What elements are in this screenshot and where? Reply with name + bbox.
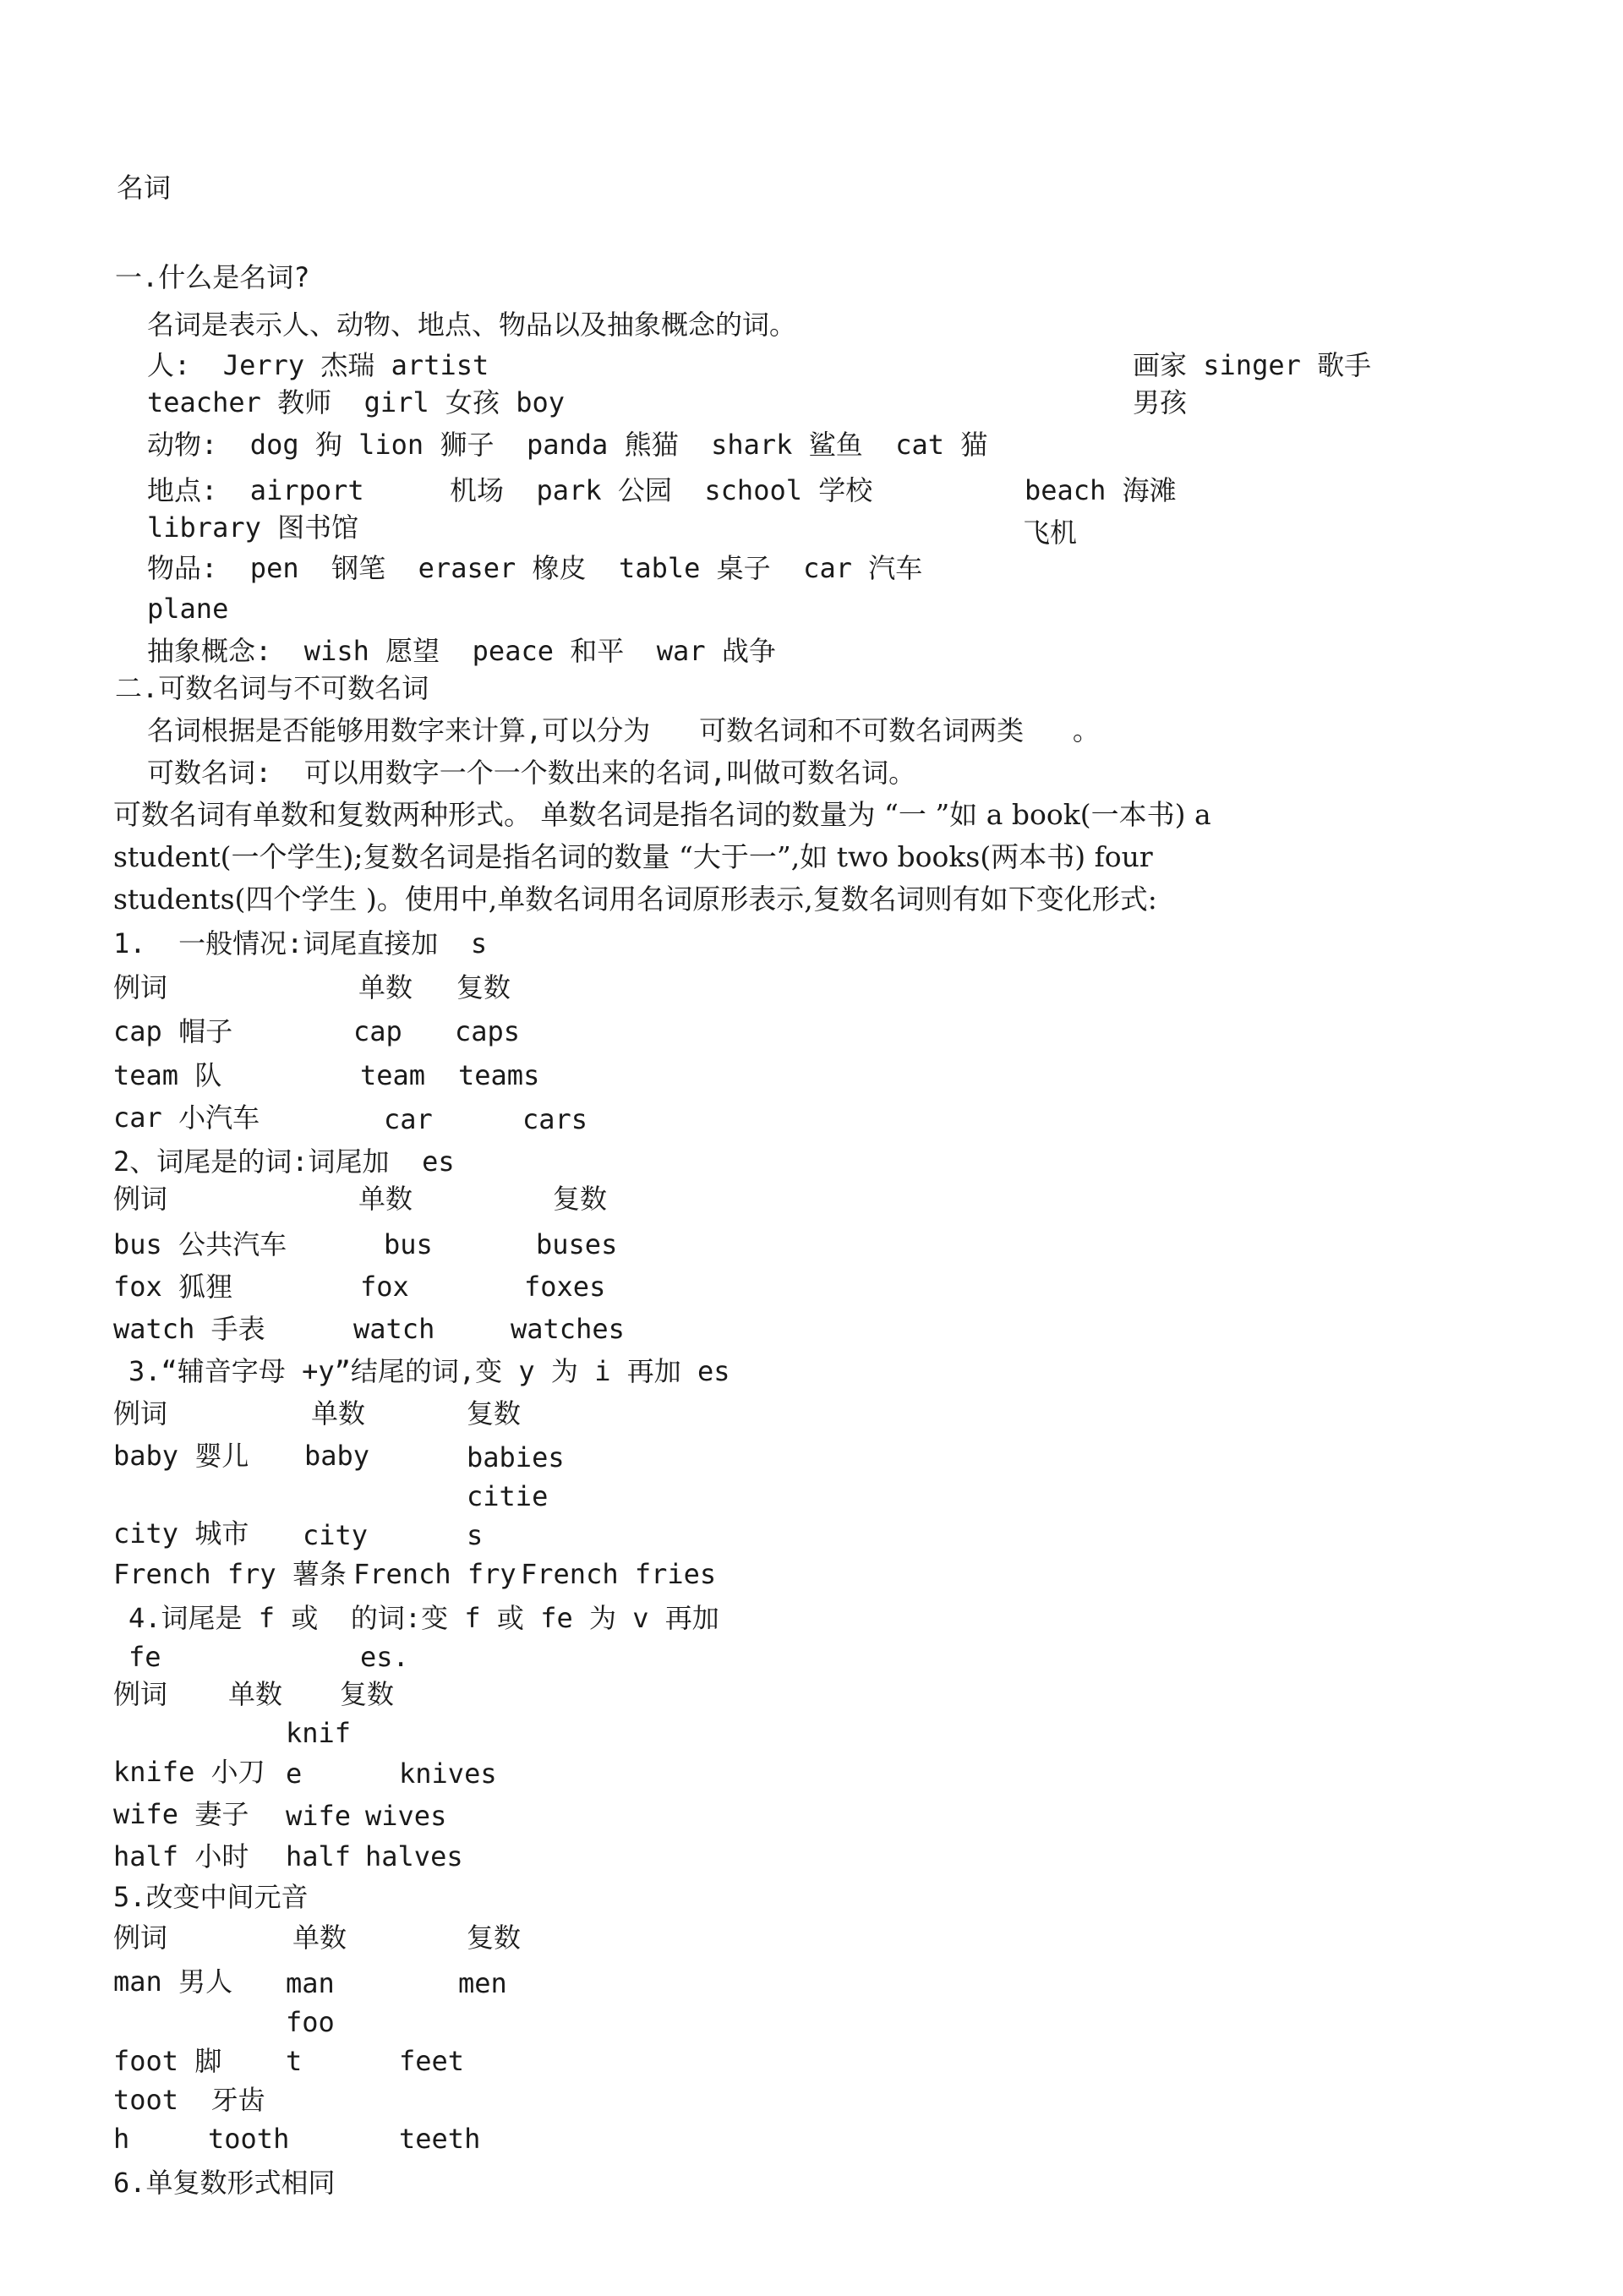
rule-3-row-2-singular: city	[303, 1519, 369, 1551]
animals-line: 动物: dog 狗 lion 狮子 panda 熊猫 shark 鲨鱼 cat 猫	[147, 429, 988, 461]
rule-2-row-2-word: fox 狐狸	[113, 1271, 233, 1303]
rule-5-heading: 5.改变中间元音	[113, 1881, 309, 1913]
rule-3-row-2-word: city 城市	[113, 1517, 249, 1550]
rule-3-row-2-plural-part-1: citie	[467, 1480, 549, 1512]
rule-3-heading: 3.“辅音字母 +y”结尾的词,变 y 为 i 再加 es	[128, 1355, 730, 1387]
rule-1-heading: 1. 一般情况:词尾直接加 s	[113, 927, 488, 959]
things-line-2: plane	[147, 593, 229, 625]
rule-2-heading: 2、词尾是的词:词尾加 es	[113, 1145, 455, 1178]
rule-4-heading: 4.词尾是 f 或 的词:变 f 或 fe 为 v 再加	[128, 1602, 719, 1634]
rule-5-row-2-plural: feet	[399, 2045, 465, 2077]
rule-4-heading-line2-es: es.	[360, 1641, 409, 1673]
rule-4-row-1-word: knife 小刀	[113, 1756, 265, 1788]
rule-5-row-2-word: foot 脚	[113, 2045, 222, 2077]
paragraph-line-1: 可数名词有单数和复数两种形式。 单数名词是指名词的数量为 “一 ”如 a book(一本书) a	[113, 798, 1211, 831]
rule-4-row-2-singular: wife	[286, 1800, 352, 1832]
person-line-2: teacher 教师 girl 女孩 boy	[147, 386, 566, 418]
rule-2-header-singular: 单数	[358, 1183, 413, 1215]
rule-5-row-3-plural: teeth	[399, 2123, 481, 2155]
rule-4-row-1-singular-part-1: knif	[286, 1717, 352, 1749]
places-line-a: 地点: airport	[147, 474, 364, 506]
rule-1-header-singular: 单数	[358, 971, 413, 1003]
paragraph-line-3: students(四个学生 )。使用中,单数名词用名词原形表示,复数名词则有如下变化形式:	[113, 883, 1157, 916]
things-line: 物品: pen 钢笔 eraser 橡皮 table 桌子 car 汽车	[147, 552, 923, 584]
person-line-1-right: 画家 singer 歌手	[1133, 349, 1372, 381]
rule-3-row-1-word: baby 婴儿	[113, 1440, 249, 1472]
rule-5-row-2-singular-part-2: t	[286, 2045, 303, 2077]
rule-1-row-3-word: car 小汽车	[113, 1102, 260, 1134]
rule-2-row-1-word: bus 公共汽车	[113, 1228, 287, 1260]
rule-2-row-1-plural: buses	[536, 1228, 618, 1260]
rule-4-row-3-word: half 小时	[113, 1840, 249, 1872]
rule-5-row-1-plural: men	[458, 1967, 507, 1999]
rule-1-row-1-plural: caps	[455, 1015, 521, 1047]
rule-1-row-2-singular: team	[360, 1059, 426, 1091]
rule-4-row-2-plural: wives	[365, 1800, 447, 1832]
rule-1-row-1-singular: cap	[353, 1015, 402, 1047]
abstract-line: 抽象概念: wish 愿望 peace 和平 war 战争	[147, 635, 776, 667]
rule-3-header-plural: 复数	[467, 1397, 522, 1430]
rule-3-header-singular: 单数	[311, 1397, 366, 1430]
rule-1-row-1-word: cap 帽子	[113, 1015, 233, 1047]
rule-1-row-3-singular: car	[384, 1103, 433, 1135]
section-1-intro: 名词是表示人、动物、地点、物品以及抽象概念的词。	[147, 309, 797, 341]
section-1-heading: 一.什么是名词?	[115, 261, 310, 293]
places-line-b: 机场 park 公园 school 学校	[450, 474, 873, 506]
rule-3-row-1-plural: babies	[467, 1441, 565, 1473]
rule-4-row-1-singular-part-2: e	[286, 1758, 303, 1790]
countable-definition: 可数名词: 可以用数字一个一个数出来的名词,叫做可数名词。	[147, 757, 916, 789]
rule-4-row-3-plural: halves	[365, 1840, 463, 1872]
rule-2-header-plural: 复数	[553, 1183, 608, 1215]
rule-2-row-3-singular: watch	[353, 1313, 435, 1345]
rule-1-header-example: 例词	[113, 971, 168, 1003]
rule-5-row-3-singular: tooth	[208, 2123, 290, 2155]
section-2-intro: 名词根据是否能够用数字来计算,可以分为 可数名词和不可数名词两类 。	[147, 714, 1100, 746]
paragraph-line-2: student(一个学生);复数名词是指名词的数量 “大于一”,如 two books(两本书) four	[113, 840, 1153, 873]
rule-5-row-3-word: toot 牙齿	[113, 2084, 265, 2116]
rule-3-header-example: 例词	[113, 1397, 168, 1430]
person-line-2-right: 男孩	[1133, 386, 1188, 418]
rule-1-header-plural: 复数	[456, 971, 511, 1003]
rule-5-row-2-singular-part-1: foo	[286, 2006, 335, 2038]
rule-5-header-example: 例词	[113, 1922, 168, 1954]
rule-3-row-3-plural: French fries	[521, 1558, 717, 1590]
section-2-heading: 二.可数名词与不可数名词	[115, 672, 429, 704]
rule-5-row-1-singular: man	[286, 1967, 335, 1999]
places-line-2: library 图书馆	[147, 511, 359, 544]
rule-2-row-3-word: watch 手表	[113, 1313, 265, 1345]
places-line-2-right: 飞机	[1023, 517, 1078, 549]
places-line-right: beach 海滩	[1025, 474, 1177, 506]
rule-4-row-1-plural: knives	[399, 1758, 497, 1790]
rule-1-row-3-plural: cars	[522, 1103, 588, 1135]
rule-4-header-plural: 复数	[340, 1678, 395, 1710]
page-title: 名词	[117, 172, 172, 204]
rule-3-row-3-word: French fry 薯条	[113, 1558, 347, 1590]
rule-5-row-3-word-part-2: h	[113, 2123, 130, 2155]
rule-3-row-3-singular: French fry	[353, 1558, 516, 1590]
rule-2-row-2-singular: fox	[360, 1271, 409, 1303]
rule-4-heading-line2-fe: fe	[128, 1641, 161, 1673]
rule-2-row-1-singular: bus	[384, 1228, 433, 1260]
rule-3-row-1-singular: baby	[304, 1440, 370, 1472]
rule-4-row-3-singular: half	[286, 1840, 352, 1872]
rule-5-header-singular: 单数	[292, 1922, 347, 1954]
rule-2-row-2-plural: foxes	[524, 1271, 606, 1303]
rule-4-row-2-word: wife 妻子	[113, 1798, 249, 1830]
rule-4-header-example: 例词	[113, 1678, 168, 1710]
rule-2-header-example: 例词	[113, 1183, 168, 1215]
rule-1-row-2-word: team 队	[113, 1059, 222, 1091]
rule-4-header-singular: 单数	[228, 1678, 283, 1710]
rule-3-row-2-plural-part-2: s	[467, 1519, 484, 1551]
rule-5-header-plural: 复数	[467, 1922, 522, 1954]
rule-2-row-3-plural: watches	[511, 1313, 625, 1345]
person-line-1: 人: Jerry 杰瑞 artist	[147, 349, 489, 381]
rule-1-row-2-plural: teams	[458, 1059, 540, 1091]
rule-6-heading: 6.单复数形式相同	[113, 2167, 336, 2199]
rule-5-row-1-word: man 男人	[113, 1965, 233, 1998]
